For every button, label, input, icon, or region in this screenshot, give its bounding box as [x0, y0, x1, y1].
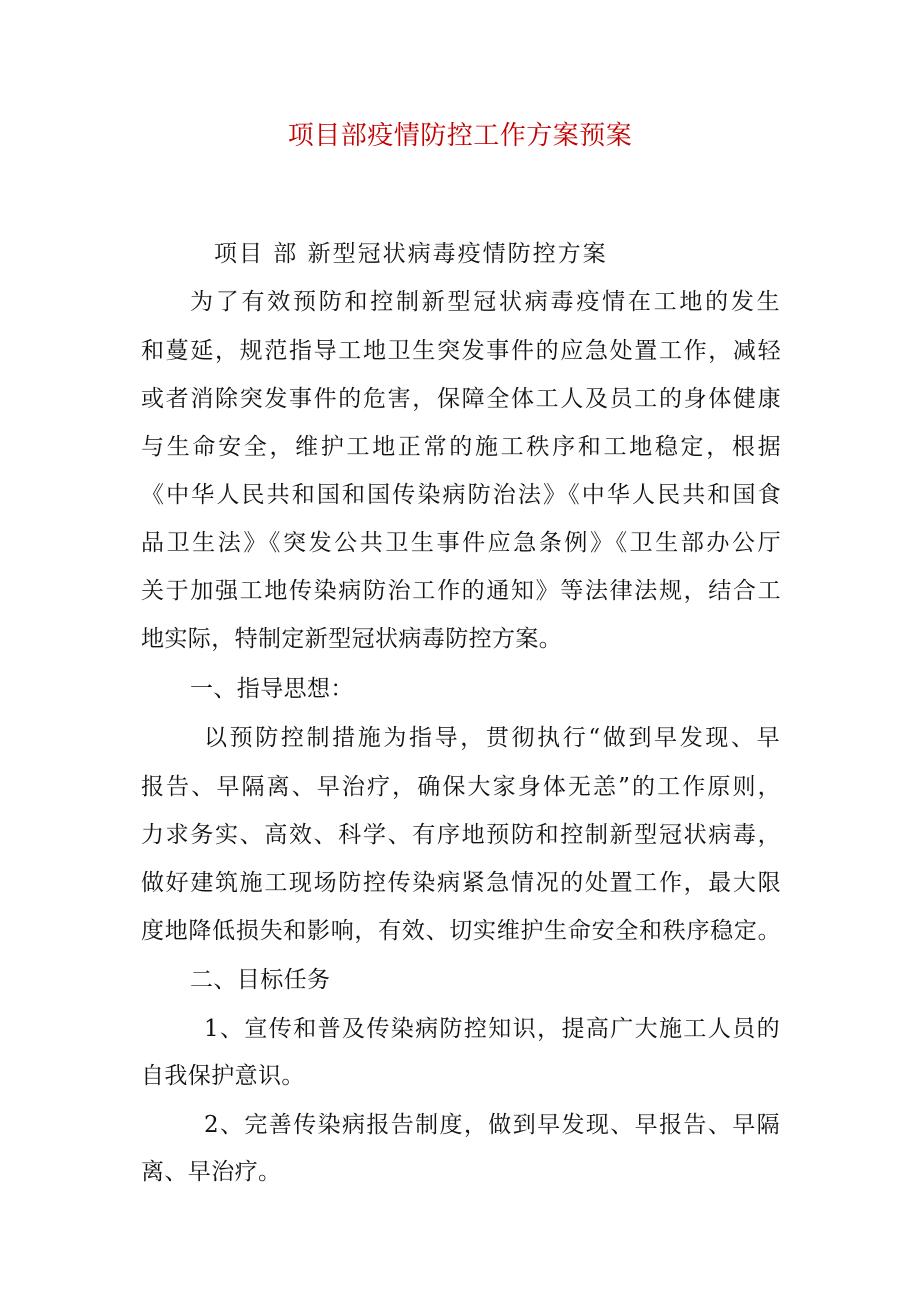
paragraph-line: 和蔓延，规范指导工地卫生突发事件的应急处置工作，减轻 [141, 338, 781, 364]
paragraph-line: 或者消除突发事件的危害，保障全体工人及员工的身体健康 [141, 386, 781, 412]
paragraph-line: 《中华人民共和国和国传染病防治法》《中华人民共和国食 [141, 482, 781, 508]
section-heading: 二、目标任务 [190, 967, 331, 993]
section-heading: 一、指导思想： [190, 676, 354, 702]
paragraph-line: 做好建筑施工现场防控传染病紧急情况的处置工作，最大限 [141, 870, 781, 896]
paragraph-line: 品卫生法》《突发公共卫生事件应急条例》《卫生部办公厅 [141, 530, 781, 556]
paragraph-line: 关于加强工地传染病防治工作的通知》等法律法规，结合工 [141, 578, 781, 604]
document-title: 项目部疫情防控工作方案预案 [287, 121, 633, 151]
paragraph-line: 度地降低损失和影响，有效、切实维护生命安全和秩序稳定。 [141, 918, 781, 944]
paragraph-line: 力求务实、高效、科学、有序地预防和控制新型冠状病毒， [141, 822, 781, 848]
list-item-line: 离、早治疗。 [141, 1159, 282, 1185]
paragraph-line: 为了有效预防和控制新型冠状病毒疫情在工地的发生 [190, 289, 780, 315]
list-item-line: 自我保护意识。 [141, 1063, 305, 1089]
list-item-line: 2、完善传染病报告制度，做到早发现、早报告、早隔 [204, 1112, 780, 1138]
document-subtitle: 项目 部 新型冠状病毒疫情防控方案 [214, 241, 608, 267]
paragraph-line: 以预防控制措施为指导，贯彻执行“做到早发现、早 [204, 725, 780, 751]
paragraph-line: 报告、早隔离、早治疗，确保大家身体无恙”的工作原则， [141, 774, 781, 800]
paragraph-line: 与生命安全，维护工地正常的施工秩序和工地稳定，根据 [141, 434, 781, 460]
list-item-line: 1、宣传和普及传染病防控知识，提高广大施工人员的 [204, 1016, 780, 1042]
paragraph-line: 地实际，特制定新型冠状病毒防控方案。 [141, 626, 563, 652]
